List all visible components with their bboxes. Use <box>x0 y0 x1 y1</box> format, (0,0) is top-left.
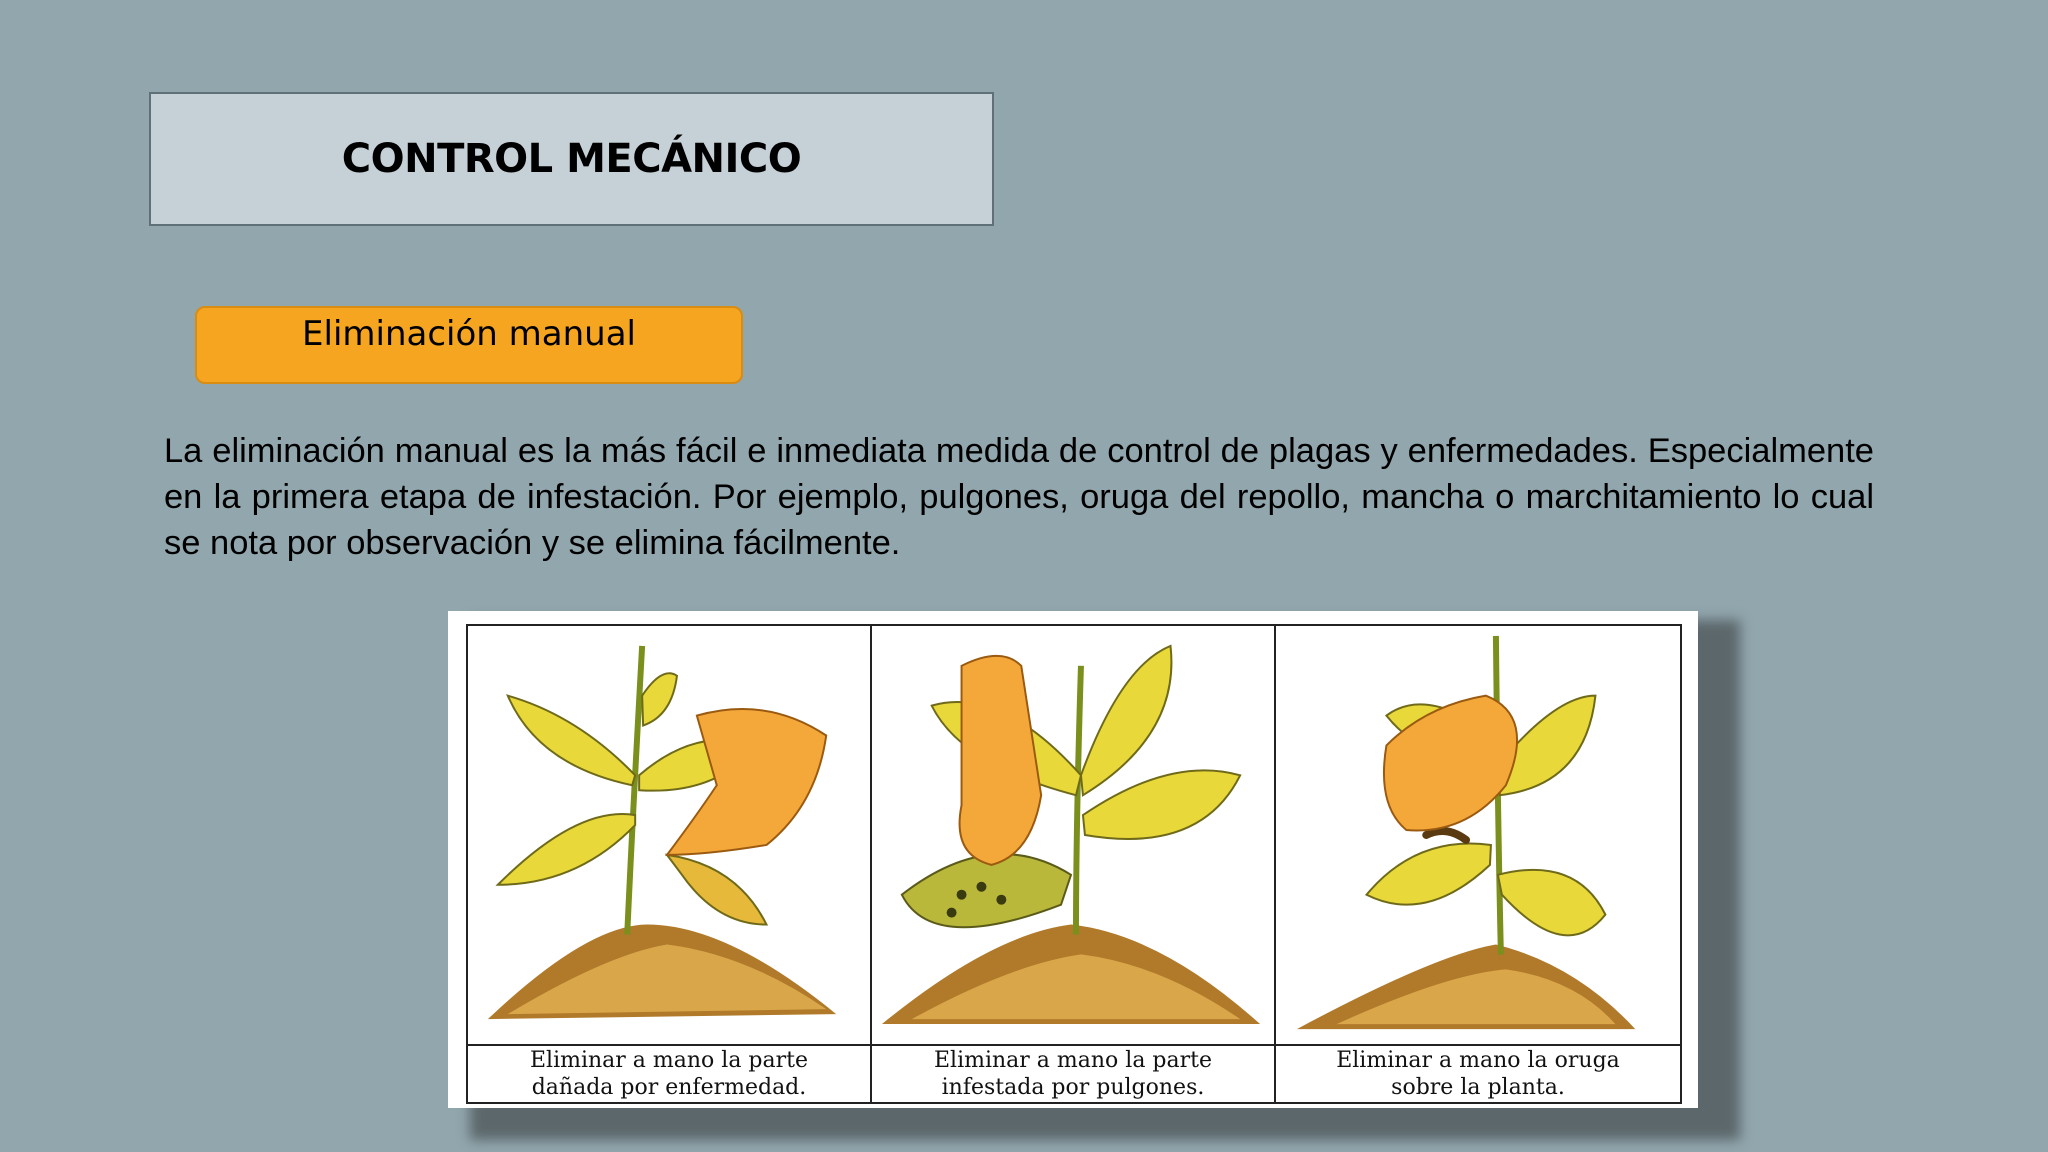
plant-caterpillar-icon <box>1276 626 1680 1044</box>
panel-1-caption-line-2: dañada por enfermedad. <box>531 1075 807 1100</box>
panel-3-caption-line-1: Eliminar a mano la oruga <box>1336 1048 1620 1073</box>
section-label-pill <box>195 306 743 384</box>
panel-2-caption-line-2: infestada por pulgones. <box>941 1075 1205 1100</box>
panel-2-caption-line-1: Eliminar a mano la parte <box>933 1048 1213 1073</box>
panel-3-caption-line-2: sobre la planta. <box>1391 1075 1565 1100</box>
plant-diseased-leaf-icon <box>468 626 870 1044</box>
panel-1-caption-line-1: Eliminar a mano la parte <box>529 1048 809 1073</box>
panel-3-caption <box>1276 1046 1680 1102</box>
panel-1-illustration <box>468 626 872 1046</box>
panel-2-illustration <box>872 626 1276 1046</box>
plant-aphid-leaf-icon <box>872 626 1274 1044</box>
body-paragraph: La eliminación manual es la más fácil e inmediata medida de control de plagas y enfermedades. Especialmente en la primera etapa de infestación. Por ejemplo, pulgones, oruga del repollo, mancha o marchitamiento lo cual se nota por observación y se elimina fácilmente. <box>164 432 1874 562</box>
panel-1-caption <box>468 1046 872 1102</box>
panel-3-illustration <box>1276 626 1680 1046</box>
title-box <box>149 92 994 226</box>
illustration-figure <box>448 611 1698 1108</box>
illustration-frame <box>466 624 1682 1104</box>
panel-2-caption <box>872 1046 1276 1102</box>
section-label: Eliminación manual <box>302 314 636 354</box>
page-title: CONTROL MECÁNICO <box>341 136 802 182</box>
